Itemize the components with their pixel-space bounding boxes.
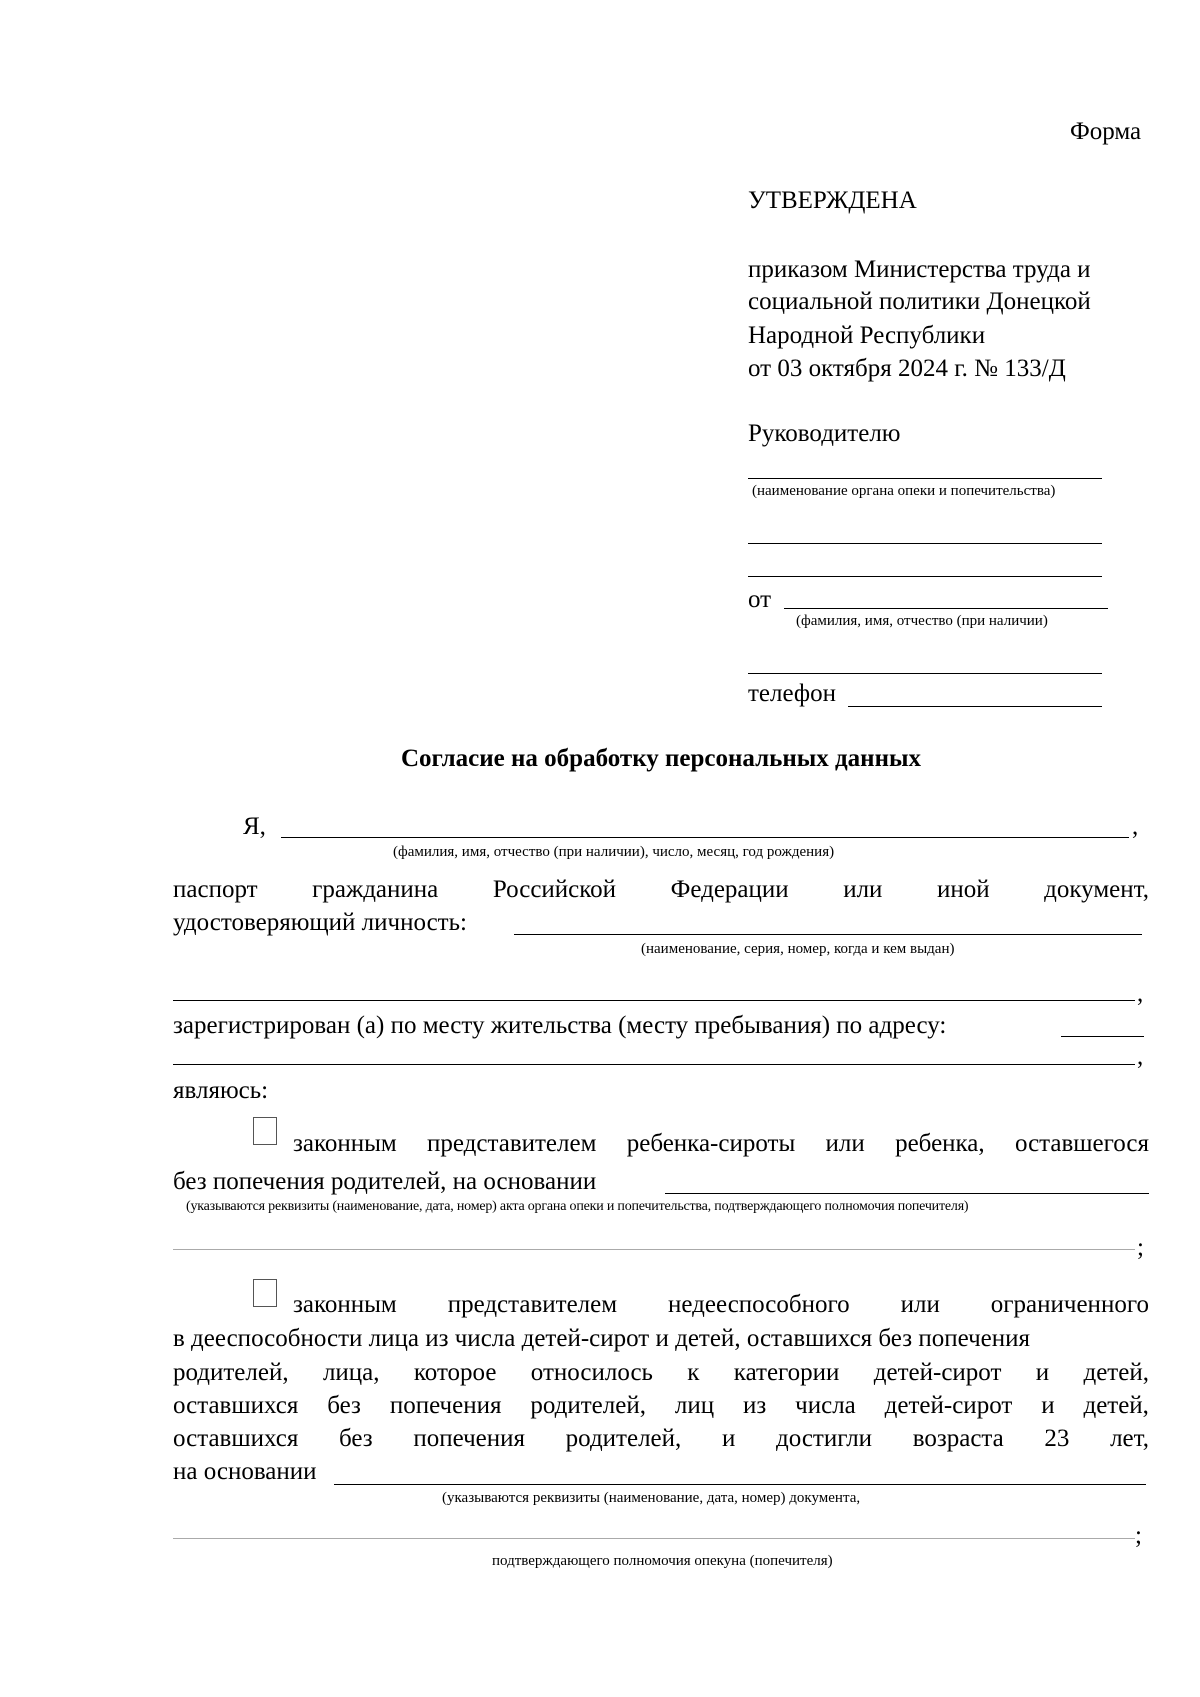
- document-title: Согласие на обработку персональных данных: [401, 745, 922, 772]
- option2-line4-word: детей-сирот: [884, 1392, 1013, 1419]
- option1-line1: [293, 1128, 1149, 1160]
- registered-label: зарегистрирован (а) по месту жительства (месту пребывания) по адресу:: [173, 1012, 947, 1039]
- option1-word: или: [825, 1130, 865, 1157]
- authority-field[interactable]: [748, 478, 1102, 479]
- option2-line6: на основании: [173, 1458, 317, 1485]
- option2-checkbox[interactable]: [253, 1279, 277, 1307]
- option2-line1: [293, 1289, 1149, 1321]
- option2-line3-word: и: [1035, 1359, 1050, 1386]
- option2-line5-word: попечения: [413, 1425, 526, 1452]
- option1-basis-field-2[interactable]: [173, 1249, 1135, 1250]
- option2-line4-word: родителей,: [530, 1392, 646, 1419]
- option2-line3-word: детей-сирот: [873, 1359, 1002, 1386]
- option1-word: ребенка-сироты: [626, 1130, 796, 1157]
- address-field-2[interactable]: [173, 1064, 1135, 1065]
- option2-line3-word: лица,: [322, 1359, 380, 1386]
- i-label: Я,: [243, 813, 266, 840]
- form-label: Форма: [1070, 118, 1142, 145]
- document-caption: (наименование, серия, номер, когда и кем выдан): [641, 941, 955, 957]
- order-line-1: приказом Министерства труда и: [748, 256, 1091, 283]
- option2-line4-word: детей,: [1083, 1392, 1149, 1419]
- option1-line2: без попечения родителей, на основании: [173, 1168, 597, 1195]
- option2-line5-word: 23: [1044, 1425, 1070, 1452]
- order-line-3: Народной Республики: [748, 322, 986, 349]
- option2-line3-word: детей,: [1083, 1359, 1149, 1386]
- phone-field[interactable]: [848, 706, 1102, 707]
- option2-line5-word: без: [339, 1425, 373, 1452]
- person-field[interactable]: [281, 837, 1129, 838]
- option1-checkbox[interactable]: [253, 1117, 277, 1145]
- option2-word: представителем: [447, 1291, 618, 1318]
- passport-word: паспорт: [173, 876, 258, 903]
- option2-line5-word: лет,: [1110, 1425, 1149, 1452]
- option2-line3-word: которое: [413, 1359, 497, 1386]
- order-line-4: от 03 октября 2024 г. № 133/Д: [748, 355, 1066, 382]
- applicant-name-field[interactable]: [784, 608, 1108, 609]
- option2-line4-word: числа: [795, 1392, 856, 1419]
- identity-label: удостоверяющий личность:: [173, 909, 467, 936]
- option1-semicolon: ;: [1137, 1234, 1144, 1261]
- passport-word: иной: [936, 876, 990, 903]
- option2-line5-word: и: [721, 1425, 736, 1452]
- option2-basis-field[interactable]: [334, 1484, 1146, 1485]
- option2-line5-word: возраста: [912, 1425, 1004, 1452]
- option1-word: оставшегося: [1014, 1130, 1149, 1157]
- authority-field-3[interactable]: [748, 576, 1102, 577]
- option2-line4: [173, 1390, 1149, 1422]
- option1-word: представителем: [427, 1130, 597, 1157]
- approved-label: УТВЕРЖДЕНА: [748, 187, 917, 214]
- order-line-2: социальной политики Донецкой: [748, 288, 1091, 315]
- option2-line4-word: лиц: [674, 1392, 715, 1419]
- person-comma: ,: [1132, 813, 1139, 840]
- passport-word: или: [843, 876, 883, 903]
- option2-word: ограниченного: [990, 1291, 1149, 1318]
- option2-line4-word: без: [327, 1392, 361, 1419]
- phone-label: телефон: [748, 680, 836, 707]
- option2-line5: [173, 1423, 1149, 1455]
- option2-line2: в дееспособности лица из числа детей-сирот и детей, оставшихся без попечения: [173, 1325, 1030, 1352]
- option2-line4-word: оставшихся: [173, 1392, 299, 1419]
- option2-word: законным: [293, 1291, 397, 1318]
- line-comma: ,: [1137, 980, 1144, 1007]
- option2-line3-word: категории: [733, 1359, 840, 1386]
- applicant-extra-field[interactable]: [748, 673, 1102, 674]
- option2-word: недееспособного: [668, 1291, 850, 1318]
- option2-line4-word: из: [743, 1392, 767, 1419]
- passport-word: гражданина: [312, 876, 439, 903]
- option2-word: или: [900, 1291, 940, 1318]
- address-field[interactable]: [1061, 1036, 1144, 1037]
- from-label: от: [748, 586, 772, 613]
- option2-line3-word: относилось: [530, 1359, 653, 1386]
- option2-line4-word: и: [1041, 1392, 1055, 1419]
- option2-caption1: (указываются реквизиты (наименование, дата, номер) документа,: [442, 1490, 861, 1506]
- option2-line3: [173, 1357, 1149, 1389]
- to-label: Руководителю: [748, 420, 901, 447]
- option1-word: законным: [293, 1130, 397, 1157]
- option2-line5-word: достигли: [775, 1425, 873, 1452]
- i-am-label: являюсь:: [173, 1077, 269, 1104]
- person-caption: (фамилия, имя, отчество (при наличии), число, месяц, год рождения): [393, 844, 835, 860]
- identity-document-field-2[interactable]: [173, 1000, 1135, 1001]
- option1-basis-field[interactable]: [665, 1193, 1149, 1194]
- name-caption: (фамилия, имя, отчество (при наличии): [796, 613, 1048, 629]
- authority-field-2[interactable]: [748, 543, 1102, 544]
- passport-word: документ,: [1044, 876, 1149, 903]
- identity-document-field[interactable]: [514, 934, 1142, 935]
- option2-line3-word: родителей,: [173, 1359, 289, 1386]
- option2-line5-word: оставшихся: [173, 1425, 299, 1452]
- passport-line: [173, 874, 1149, 906]
- option2-semicolon: ;: [1135, 1522, 1142, 1549]
- passport-word: Федерации: [670, 876, 789, 903]
- option2-line5-word: родителей,: [565, 1425, 682, 1452]
- option2-line3-word: к: [687, 1359, 700, 1386]
- option2-line4-word: попечения: [389, 1392, 502, 1419]
- option2-basis-field-2[interactable]: [173, 1538, 1135, 1539]
- address-comma: ,: [1137, 1043, 1144, 1070]
- passport-word: Российской: [492, 876, 617, 903]
- option1-caption: (указываются реквизиты (наименование, дата, номер) акта органа опеки и попечительства, подтверждающего полномочия попечителя): [186, 1199, 969, 1214]
- option1-word: ребенка,: [895, 1130, 985, 1157]
- authority-caption: (наименование органа опеки и попечительства): [752, 483, 1056, 499]
- option2-caption2: подтверждающего полномочия опекуна (попечителя): [492, 1553, 833, 1569]
